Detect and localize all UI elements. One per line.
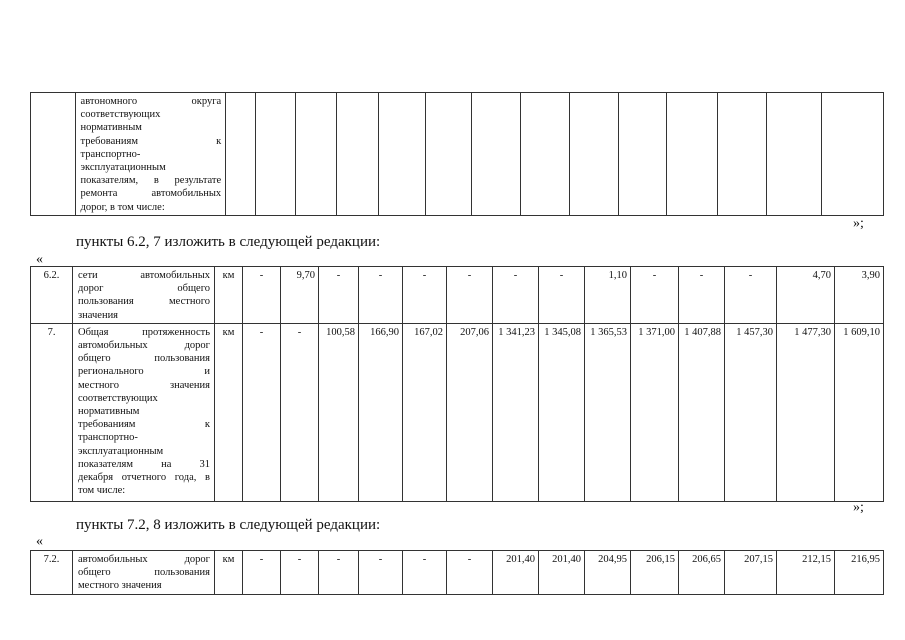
closing-quote: »; — [853, 500, 864, 515]
instruction-paragraph: пункты 7.2, 8 изложить в следующей редакции: — [76, 517, 381, 533]
indicator-name-line: транспортно- — [80, 148, 141, 160]
indicator-name-line: Общая протяженность — [78, 326, 210, 338]
opening-quote: « — [36, 252, 43, 267]
value-cell: 1 345,08 — [539, 323, 585, 501]
indicator-name-line: нормативным — [80, 122, 142, 134]
indicator-name-line: ремонта автомобильных — [80, 188, 222, 200]
indicator-name-line: соответствующих — [78, 392, 158, 404]
value-cell: 201,40 — [539, 551, 585, 595]
indicator-name-cell — [73, 267, 215, 324]
value-cell: 207,06 — [447, 323, 493, 501]
value-cell — [378, 93, 425, 216]
value-cell — [425, 93, 472, 216]
value-cell: 206,15 — [631, 551, 679, 595]
value-cell: - — [447, 267, 493, 324]
value-cell: 1 365,53 — [585, 323, 631, 501]
value-cell — [667, 93, 718, 216]
indicator-name-line: значения — [78, 309, 119, 321]
indicator-name-line: пользования местного — [78, 296, 210, 308]
indicator-name-line: эксплуатационным — [78, 445, 164, 457]
unit-cell: км — [215, 551, 243, 595]
indicator-name-line: местного значения — [78, 379, 210, 391]
value-cell — [296, 93, 336, 216]
value-cell: - — [359, 551, 403, 595]
value-cell: - — [539, 267, 585, 324]
opening-quote: « — [36, 534, 43, 549]
indicator-name-cell — [73, 551, 215, 595]
value-cell: 1,10 — [585, 267, 631, 324]
indicator-name-line: общего пользования — [78, 353, 210, 365]
indicator-name-line: автомобильных дорог — [78, 340, 210, 352]
indicator-name-line: дорог общего — [78, 283, 210, 295]
value-cell: - — [319, 551, 359, 595]
value-cell: 204,95 — [585, 551, 631, 595]
value-cell — [226, 93, 256, 216]
indicator-name-cell — [73, 323, 215, 501]
indicator-name-cell — [75, 93, 226, 216]
value-cell: 100,58 — [319, 323, 359, 501]
value-cell: 9,70 — [281, 267, 319, 324]
indicator-name-line: требованиям к — [80, 135, 222, 147]
value-cell: 206,65 — [679, 551, 725, 595]
value-cell: - — [359, 267, 403, 324]
indicator-name-line: автономного округа — [80, 96, 222, 107]
value-cell — [618, 93, 667, 216]
table-fragment-row-7-2 — [30, 550, 884, 595]
indicator-name-line: общего пользования — [78, 567, 210, 579]
indicator-name-line: соответствующих — [80, 109, 161, 121]
row-number-cell — [31, 93, 76, 216]
value-cell: 166,90 — [359, 323, 403, 501]
value-cell: - — [243, 323, 281, 501]
indicator-name-line: показателям, в результате — [80, 175, 222, 187]
value-cell: 3,90 — [835, 267, 884, 324]
value-cell: - — [403, 267, 447, 324]
row-number-cell: 6.2. — [31, 267, 73, 324]
table-fragment-rows-6-2-and-7 — [30, 266, 884, 502]
value-cell — [336, 93, 378, 216]
value-cell — [718, 93, 767, 216]
value-cell: - — [243, 551, 281, 595]
value-cell: 1 609,10 — [835, 323, 884, 501]
value-cell: - — [281, 551, 319, 595]
value-cell: 1 371,00 — [631, 323, 679, 501]
value-cell: - — [493, 267, 539, 324]
value-cell — [521, 93, 570, 216]
value-cell: - — [403, 551, 447, 595]
value-cell — [472, 93, 521, 216]
value-cell — [767, 93, 822, 216]
value-cell: - — [631, 267, 679, 324]
value-cell — [822, 93, 884, 216]
indicator-name-line: показателям на 31 — [78, 458, 210, 470]
indicator-name-line: автомобильных дорог — [78, 554, 210, 565]
table-fragment-continuation — [30, 92, 884, 216]
table-row — [31, 323, 884, 501]
value-cell: 167,02 — [403, 323, 447, 501]
value-cell: - — [447, 551, 493, 595]
value-cell: 216,95 — [835, 551, 884, 595]
value-cell: - — [319, 267, 359, 324]
value-cell — [255, 93, 295, 216]
value-cell: 4,70 — [777, 267, 835, 324]
row-number-cell: 7. — [31, 323, 73, 501]
indicator-name-line: сети автомобильных — [78, 270, 210, 281]
indicator-name-line: требованиям к — [78, 419, 210, 431]
unit-cell: км — [215, 323, 243, 501]
indicator-name-line: декабря отчетного года, в — [78, 472, 210, 484]
value-cell: 1 457,30 — [725, 323, 777, 501]
indicator-name-line: дорог, в том числе: — [80, 201, 165, 213]
unit-cell: км — [215, 267, 243, 324]
value-cell: 207,15 — [725, 551, 777, 595]
value-cell: 212,15 — [777, 551, 835, 595]
indicator-name-line: эксплуатационным — [80, 162, 166, 174]
value-cell: - — [281, 323, 319, 501]
value-cell: 1 407,88 — [679, 323, 725, 501]
table-row — [31, 93, 884, 216]
indicator-name-line: транспортно- — [78, 432, 138, 444]
value-cell: - — [243, 267, 281, 324]
value-cell: 201,40 — [493, 551, 539, 595]
indicator-name-line: том числе: — [78, 485, 126, 497]
indicator-name-line: нормативным — [78, 406, 140, 418]
table-row — [31, 551, 884, 595]
instruction-paragraph: пункты 6.2, 7 изложить в следующей редакции: — [76, 234, 381, 250]
value-cell: 1 477,30 — [777, 323, 835, 501]
value-cell — [569, 93, 618, 216]
table-row — [31, 267, 884, 324]
value-cell: - — [679, 267, 725, 324]
row-number-cell: 7.2. — [31, 551, 73, 595]
value-cell: - — [725, 267, 777, 324]
indicator-name-line: местного значения — [78, 580, 162, 592]
value-cell: 1 341,23 — [493, 323, 539, 501]
indicator-name-line: регионального и — [78, 366, 210, 378]
closing-quote: »; — [853, 216, 864, 231]
